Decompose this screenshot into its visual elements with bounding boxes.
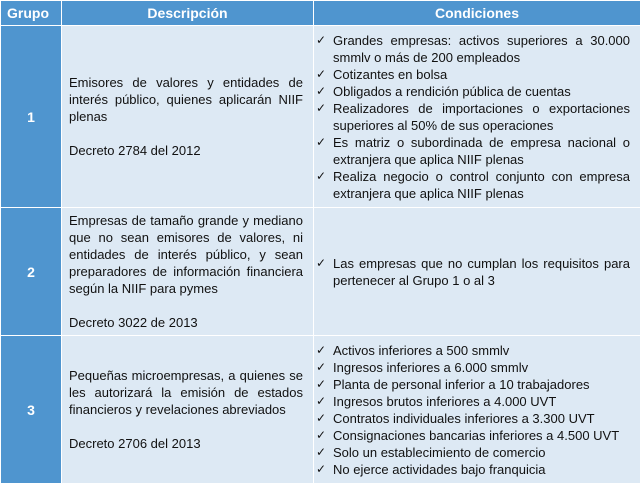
condition-text: Ingresos inferiores a 6.000 smmlv bbox=[333, 359, 529, 375]
check-icon: ✓ bbox=[316, 168, 327, 183]
condition-item bbox=[316, 359, 630, 376]
conditions-list bbox=[314, 255, 640, 289]
condition-text: Activos inferiores a 500 smmlv bbox=[333, 342, 510, 358]
condition-text: Solo un establecimiento de comercio bbox=[333, 444, 546, 460]
check-icon: ✓ bbox=[316, 83, 327, 98]
group-description: Empresas de tamaño grande y mediano que no sean emisores de valores, ni entidades de interés público, y sean preparadores de información financiera según la NIIF para pymes bbox=[69, 213, 303, 296]
condition-text: No ejerce actividades bajo franquicia bbox=[333, 461, 546, 477]
condition-text: Las empresas que no cumplan los requisitos para pertenecer al Grupo 1 o al 3 bbox=[333, 255, 630, 288]
condition-item bbox=[316, 410, 630, 427]
group-decree: Decreto 2784 del 2012 bbox=[69, 143, 201, 158]
condition-item bbox=[316, 461, 630, 478]
condition-item bbox=[316, 83, 630, 100]
header-descripcion: Descripción bbox=[62, 1, 314, 26]
condition-text: Realiza negocio o control conjunto con empresa extranjera que aplica NIIF plenas bbox=[333, 168, 630, 201]
group-number: 2 bbox=[1, 208, 62, 336]
check-icon: ✓ bbox=[316, 359, 327, 374]
condition-text: Ingresos brutos inferiores a 4.000 UVT bbox=[333, 393, 557, 409]
check-icon: ✓ bbox=[316, 32, 327, 47]
group-description-cell bbox=[62, 208, 314, 336]
check-icon: ✓ bbox=[316, 410, 327, 425]
table-row bbox=[1, 26, 640, 208]
condition-text: Contratos individuales inferiores a 3.300 UVT bbox=[333, 410, 595, 426]
group-number: 1 bbox=[1, 26, 62, 208]
condition-item bbox=[316, 342, 630, 359]
condition-text: Planta de personal inferior a 10 trabajadores bbox=[333, 376, 590, 392]
group-conditions-cell bbox=[314, 208, 640, 336]
conditions-list bbox=[314, 342, 640, 478]
condition-item bbox=[316, 32, 630, 66]
group-number: 3 bbox=[1, 336, 62, 484]
condition-item bbox=[316, 134, 630, 168]
check-icon: ✓ bbox=[316, 134, 327, 149]
check-icon: ✓ bbox=[316, 66, 327, 81]
condition-text: Obligados a rendición pública de cuentas bbox=[333, 83, 571, 99]
table-row bbox=[1, 336, 640, 484]
group-conditions-cell bbox=[314, 26, 640, 208]
condition-item bbox=[316, 168, 630, 202]
condition-text: Es matriz o subordinada de empresa nacional o extranjera que aplica NIIF plenas bbox=[333, 134, 630, 167]
condition-item bbox=[316, 100, 630, 134]
check-icon: ✓ bbox=[316, 393, 327, 408]
group-description: Emisores de valores y entidades de interés público, quienes aplicarán NIIF plenas bbox=[69, 75, 303, 124]
check-icon: ✓ bbox=[316, 427, 327, 442]
condition-item bbox=[316, 427, 630, 444]
condition-item bbox=[316, 376, 630, 393]
header-condiciones: Condiciones bbox=[314, 1, 640, 26]
group-conditions-cell bbox=[314, 336, 640, 484]
check-icon: ✓ bbox=[316, 461, 327, 476]
group-description-cell bbox=[62, 26, 314, 208]
check-icon: ✓ bbox=[316, 255, 327, 270]
check-icon: ✓ bbox=[316, 376, 327, 391]
condition-text: Cotizantes en bolsa bbox=[333, 66, 448, 82]
condition-text: Consignaciones bancarias inferiores a 4.500 UVT bbox=[333, 427, 620, 443]
group-description: Pequeñas microempresas, a quienes se les autorizará la emisión de estados financieros y revelaciones abreviados bbox=[69, 368, 303, 417]
condition-item bbox=[316, 66, 630, 83]
condition-text: Realizadores de importaciones o exportaciones superiores al 50% de sus operaciones bbox=[333, 100, 630, 133]
header-grupo: Grupo bbox=[1, 1, 62, 26]
check-icon: ✓ bbox=[316, 100, 327, 115]
table-row bbox=[1, 208, 640, 336]
conditions-list bbox=[314, 32, 640, 202]
condition-text: Grandes empresas: activos superiores a 30.000 smmlv o más de 200 empleados bbox=[333, 32, 630, 65]
condition-item bbox=[316, 444, 630, 461]
condition-item bbox=[316, 393, 630, 410]
group-description-cell bbox=[62, 336, 314, 484]
condition-item bbox=[316, 255, 630, 289]
check-icon: ✓ bbox=[316, 444, 327, 459]
group-decree: Decreto 3022 de 2013 bbox=[69, 315, 198, 330]
group-decree: Decreto 2706 del 2013 bbox=[69, 436, 201, 451]
header-row bbox=[1, 1, 640, 26]
check-icon: ✓ bbox=[316, 342, 327, 357]
